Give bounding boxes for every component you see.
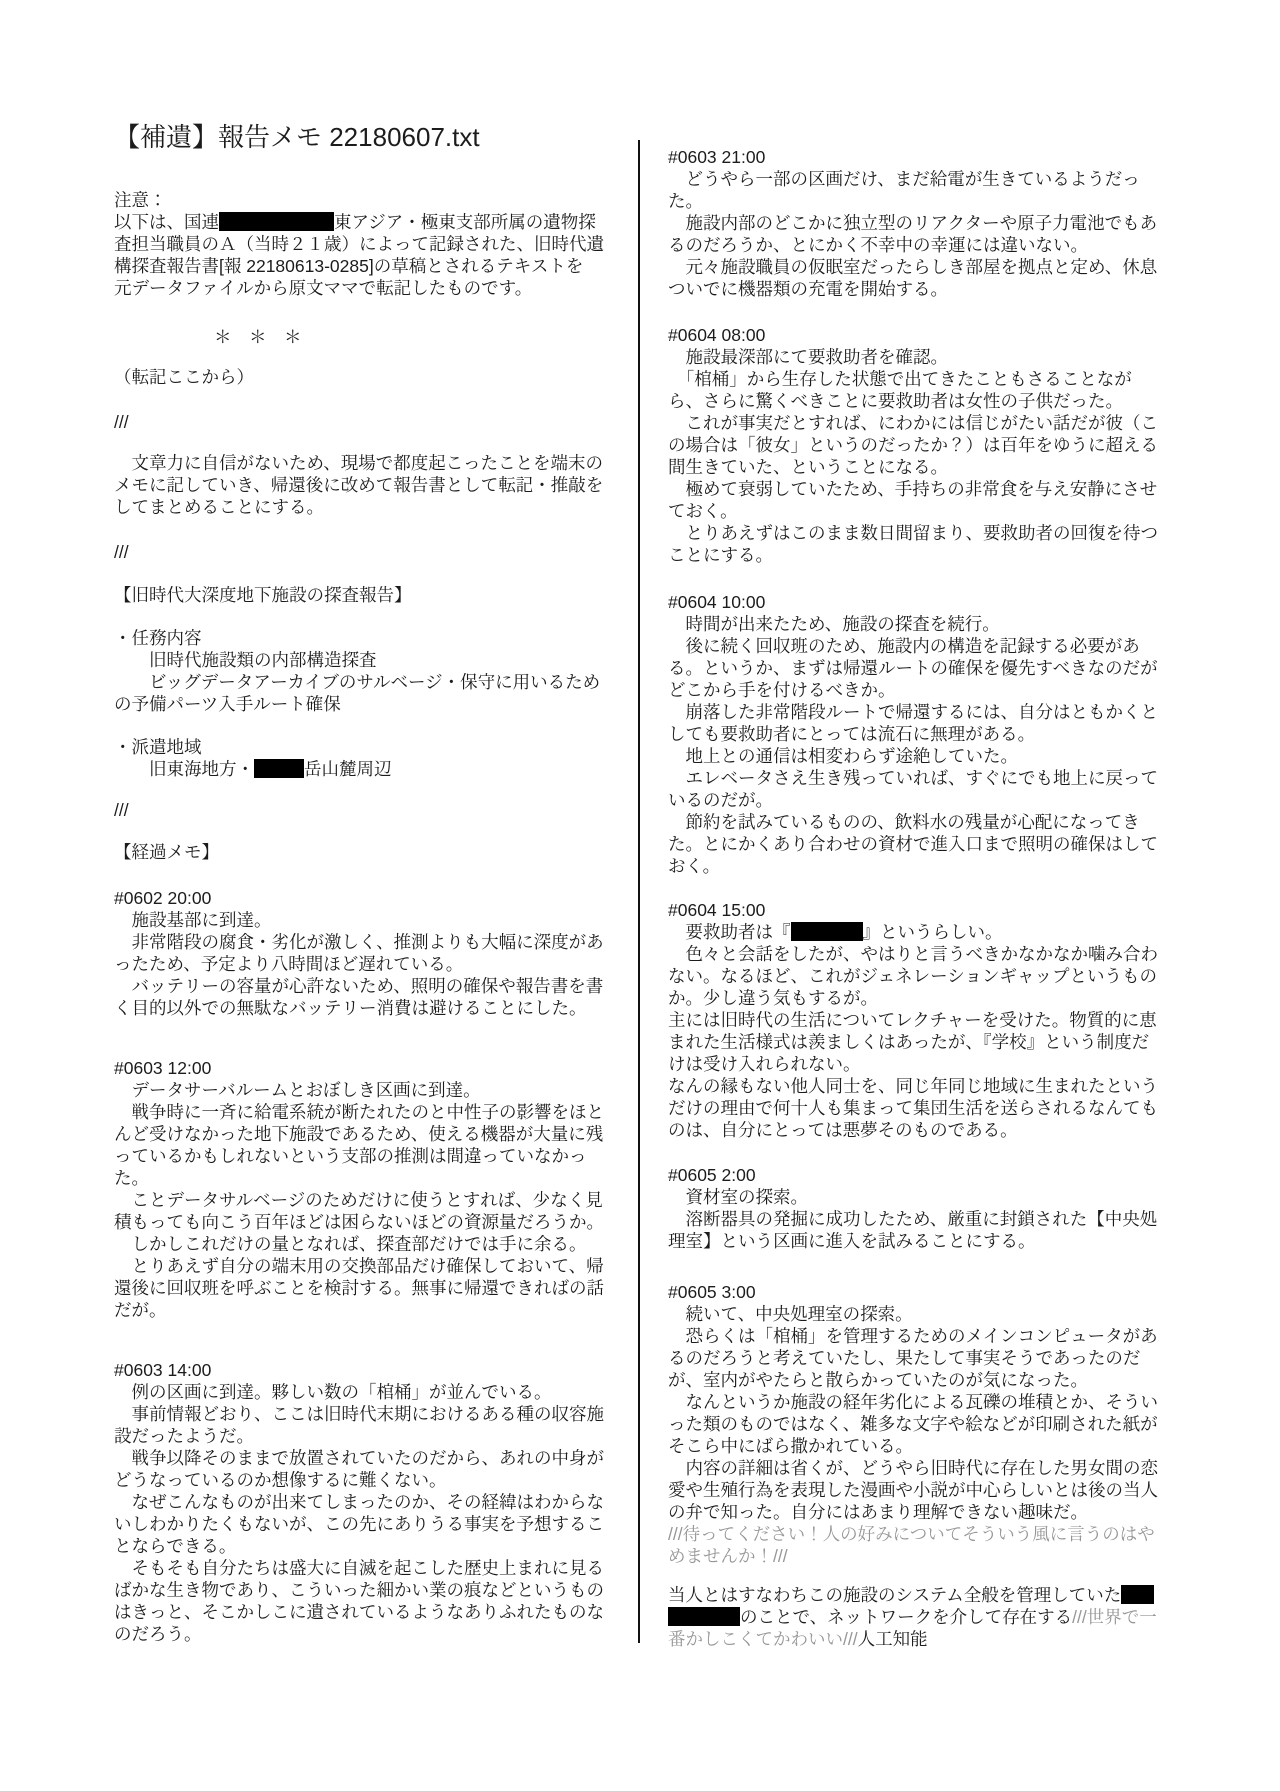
text-line [114,1189,626,1211]
text-line [114,1299,626,1321]
text-line [668,1208,1168,1230]
text-line [668,412,1168,434]
text-line [114,211,626,233]
text-line [114,1123,626,1145]
entry-0603-2100 [668,146,1168,300]
deployment-area [114,736,626,780]
text-segment: ない。なるほど、これがジェネレーションギャップというもの [668,966,1157,986]
text-line [668,1325,1168,1347]
text-line [114,233,626,255]
text-line [114,1425,626,1447]
text-line [668,1119,1168,1141]
text-line [668,278,1168,300]
text-segment: 溶断器具の発掘に成功したため、厳重に封鎖された【中央処 [668,1209,1158,1229]
text-segment: #0605 2:00 [668,1165,756,1185]
text-line [668,324,1168,346]
text-line [114,255,626,277]
text-segment: た。とにかくあり合わせの資材で進入口まで照明の確保はして [668,834,1158,854]
slash-separator [114,411,626,433]
text-segment: 極めて衰弱していたため、手持ちの非常食を与え安静にさせ [668,479,1158,499]
text-segment: 元々施設職員の仮眠室だったらしき部屋を拠点と定め、休息 [668,257,1158,277]
text-line [114,1277,626,1299]
text-segment: （転記ここから） [114,367,254,387]
entry-0604-1000 [668,591,1168,877]
text-line [668,212,1168,234]
preface [114,452,626,518]
text-line [668,943,1168,965]
text-segment: 間生きていた、ということになる。 [668,457,948,477]
stars-separator [114,326,626,348]
text-line [668,1097,1168,1119]
text-line [114,1255,626,1277]
text-segment: ことデータサルベージのためだけに使うとすれば、少なく見 [114,1190,603,1210]
text-line [114,671,626,693]
entry-0605-0300 [668,1281,1168,1567]
text-segment: 愛や生殖行為を表現した漫画や小説が中心らしいとは後の当人 [668,1480,1158,1500]
text-segment: しかしこれだけの量となれば、探査部だけでは手に余る。 [114,1234,587,1254]
slash-separator [114,799,626,821]
closing-note [668,1584,1168,1650]
text-segment: 以下は、国連 [114,212,219,232]
text-segment: 還後に回収班を呼ぶことを検討する。無事に帰還できればの話 [114,1278,604,1298]
text-segment: の弁で知った。自分にはあまり理解できない趣味だ。 [668,1502,1088,1522]
text-line [114,1145,626,1167]
text-line [114,541,626,563]
text-line [668,899,1168,921]
column-divider [638,140,640,1643]
text-line [668,679,1168,701]
text-segment: 【旧時代大深度地下施設の探査報告】 [114,585,412,605]
text-segment: なんというか施設の経年劣化による瓦礫の堆積とか、そうい [668,1392,1158,1412]
text-line [668,789,1168,811]
text-segment: 後に続く回収班のため、施設内の構造を記録する必要があ [668,636,1140,656]
text-segment: 内容の詳細は省くが、どうやら旧時代に存在した男女間の恋 [668,1458,1158,1478]
text-line [668,368,1168,390]
text-line [114,366,626,388]
text-segment: バッテリーの容量が心許ないため、照明の確保や報告書を書 [114,976,604,996]
text-line [668,1391,1168,1413]
text-line [668,833,1168,855]
text-segment: だが。 [114,1300,167,1320]
text-line [114,1167,626,1189]
text-segment: ・任務内容 [114,628,202,648]
text-line [668,1628,1168,1650]
text-segment: 主には旧時代の生活についてレクチャーを受けた。物質的に恵 [668,1010,1157,1030]
text-segment: だけの理由で何十人も集まって集団生活を送らされるなんても [668,1098,1158,1118]
text-segment: 戦争以降そのままで放置されていたのだから、あれの中身が [114,1448,604,1468]
text-line [114,474,626,496]
text-segment: エレベータさえ生き残っていれば、すぐにでも地上に戻って [668,768,1158,788]
text-segment: データサーバルームとおぼしき区画に到達。 [114,1080,481,1100]
entry-0604-0800 [668,324,1168,566]
text-line [668,635,1168,657]
entry-0605-0200 [668,1164,1168,1252]
text-segment: ・派遣地域 [114,737,202,757]
text-line [114,975,626,997]
text-segment: た。 [668,191,703,211]
text-segment: 人工知能 [857,1629,928,1649]
text-segment: /// [114,412,129,432]
text-line [668,456,1168,478]
text-segment: が、室内がやたらと散らかっていたのが気になった。 [668,1370,1088,1390]
text-segment: まれた生活様式は羨ましくはあったが、『学校』という制度だ [668,1032,1150,1052]
text-line [114,496,626,518]
entry-0603-1200 [114,1057,626,1321]
text-segment: 旧東海地方・ [114,759,254,779]
redaction-bar [668,1607,740,1626]
text-line [668,434,1168,456]
text-segment: とりあえず自分の端末用の交換部品だけ確保しておいて、帰 [114,1256,604,1276]
text-segment: 施設最深部にて要救助者を確認。 [668,347,948,367]
text-line [668,701,1168,723]
text-segment: とりあえずはこのまま数日間留まり、要救助者の回復を待つ [668,523,1158,543]
redaction-bar [254,759,304,778]
text-segment: そもそも自分たちは盛大に自滅を起こした歴史上まれに見る [114,1558,604,1578]
text-segment: か。少し違う気もするが。 [668,988,878,1008]
text-segment: #0605 3:00 [668,1282,756,1302]
text-segment: 当人とはすなわちこの施設のシステム全般を管理していた [668,1585,1122,1605]
text-segment: の場合は「彼女」というのだったか？）は百年をゆうに超える [668,435,1158,455]
gray-interjection-text: めませんか！/// [668,1546,788,1566]
text-line [668,1303,1168,1325]
text-line [668,1053,1168,1075]
text-segment: 要救助者は『 [668,922,791,942]
text-line [114,1211,626,1233]
text-segment: なぜこんなものが出来てしまったのか、その経緯はわからな [114,1492,604,1512]
text-segment: いしわかりたくもないが、この先にありうる事実を予想するこ [114,1514,604,1534]
text-segment: った類のものではなく、雑多な文字や絵などが印刷された紙が [668,1414,1158,1434]
text-line [668,390,1168,412]
text-segment: そこら中にばら撒かれている。 [668,1436,913,1456]
text-segment: ておく。 [668,501,738,521]
progress-memo-title [114,841,626,863]
text-segment: 文章力に自信がないため、現場で都度起こったことを端末の [114,453,603,473]
text-line [114,411,626,433]
text-line [668,987,1168,1009]
text-segment: #0603 21:00 [668,147,766,167]
report-title [114,584,626,606]
text-segment: どうなっているのか想像するに難くない。 [114,1470,447,1490]
text-line [668,1545,1168,1567]
text-line [114,277,626,299]
text-segment: /// [114,542,129,562]
text-segment: 【経過メモ】 [114,842,219,862]
text-segment: のことで、ネットワークを介して存在する [740,1607,1073,1627]
text-segment: どうやら一部の区画だけ、まだ給電が生きているようだっ [668,169,1140,189]
text-segment: 元データファイルから原文ママで転記したものです。 [114,278,533,298]
text-segment: けは受け入れられない。 [668,1054,861,1074]
text-line [668,855,1168,877]
entry-0604-1500 [668,899,1168,1141]
text-line [114,799,626,821]
text-line [668,1479,1168,1501]
redaction-bar [219,212,334,231]
text-line [114,887,626,909]
text-line [114,1403,626,1425]
text-line [668,1075,1168,1097]
text-line [668,544,1168,566]
redaction-bar [1121,1585,1154,1604]
text-segment: 時間が出来たため、施設の探査を続行。 [668,614,1000,634]
gray-interjection-text: 番かしこくてかわいい/// [668,1629,858,1649]
slash-separator [114,541,626,563]
text-line [114,909,626,931]
document-title: 【補遺】報告メモ 22180607.txt [114,122,480,152]
text-line [114,649,626,671]
text-segment: これが事実だとすれば、にわかには信じがたい話だが彼（こ [668,413,1158,433]
text-segment: 査担当職員のＡ（当時２１歳）によって記録された、旧時代遺 [114,234,604,254]
text-line [668,1457,1168,1479]
text-line [114,1233,626,1255]
text-segment: なんの縁もない他人同士を、同じ年同じ地域に生まれたという [668,1076,1158,1096]
text-segment: はきっと、そこかしこに遺されているようなありふれたものな [114,1602,604,1622]
text-line [668,190,1168,212]
text-line [668,478,1168,500]
right-column [668,146,1168,1650]
text-line [114,736,626,758]
text-segment: 恐らくは「棺桶」を管理するためのメインコンピュータがあ [668,1326,1158,1346]
text-segment: の予備パーツ入手ルート確保 [114,694,341,714]
text-segment: 節約を試みているものの、飲料水の残量が心配になってき [668,812,1140,832]
text-segment: 戦争時に一斉に給電系統が断たれたのと中性子の影響をほと [114,1102,604,1122]
text-line [114,1557,626,1579]
text-segment: 施設内部のどこかに独立型のリアクターや原子力電池でもあ [668,213,1158,233]
text-line [668,811,1168,833]
text-line [668,921,1168,943]
text-segment: 』というらしい。 [862,922,1003,942]
text-segment: #0603 14:00 [114,1360,212,1380]
text-line [114,1057,626,1079]
text-segment: 旧時代施設類の内部構造探査 [114,650,377,670]
text-segment: 続いて、中央処理室の探索。 [668,1304,913,1324]
text-segment: おく。 [668,856,721,876]
text-segment: 注意： [114,190,167,210]
text-line [114,1601,626,1623]
text-segment: 非常階段の腐食・劣化が激しく、推測よりも大幅に深度があ [114,932,604,952]
text-segment: た。 [114,1168,149,1188]
text-line [668,346,1168,368]
text-line [668,1009,1168,1031]
text-line [114,1469,626,1491]
transcription-start [114,366,626,388]
text-segment: とならできる。 [114,1536,237,1556]
text-line [114,953,626,975]
entry-0602-2000 [114,887,626,1019]
text-line [668,1281,1168,1303]
text-segment: っているかもしれないという支部の推測は間違っていなかっ [114,1146,587,1166]
text-line [668,767,1168,789]
text-line [114,841,626,863]
text-line [668,657,1168,679]
text-line [114,452,626,474]
text-line [114,693,626,715]
text-segment: ビッグデータアーカイブのサルベージ・保守に用いるため [114,672,601,692]
text-line [668,1584,1168,1606]
text-line [114,1079,626,1101]
text-line [668,1164,1168,1186]
text-line [114,1579,626,1601]
text-segment: 崩落した非常階段ルートで帰還するには、自分はともかくと [668,702,1158,722]
text-line [114,1535,626,1557]
text-segment: 例の区画に到達。夥しい数の「棺桶」が並んでいる。 [114,1382,552,1402]
text-segment: 資材室の探索。 [668,1187,808,1207]
text-line [668,1606,1168,1628]
text-line [114,584,626,606]
text-segment: #0604 10:00 [668,592,766,612]
text-line [114,1447,626,1469]
text-line [668,500,1168,522]
text-segment: 東アジア・極東支部所属の遺物探 [334,212,596,232]
text-line [668,1369,1168,1391]
text-line [668,723,1168,745]
text-line [668,613,1168,635]
text-line [114,1101,626,1123]
text-line [668,1523,1168,1545]
text-segment: 地上との通信は相変わらず途絶していた。 [668,746,1018,766]
text-segment: #0604 08:00 [668,325,766,345]
text-line [668,1435,1168,1457]
text-segment: ら、さらに驚くべきことに要救助者は女性の子供だった。 [668,391,1123,411]
text-segment: るのだろうか、とにかく不幸中の幸運には違いない。 [668,235,1088,255]
text-line [114,931,626,953]
text-line [114,627,626,649]
text-segment: メモに記していき、帰還後に改めて報告書として転記・推敲を [114,475,604,495]
text-line [668,965,1168,987]
gray-interjection-text: ///待ってください！人の好みについてそういう風に言うのはや [668,1524,1155,1544]
text-line [668,745,1168,767]
text-line [114,1491,626,1513]
text-line [114,1381,626,1403]
text-segment: のは、自分にとっては悪夢そのものである。 [668,1120,1018,1140]
left-column [114,189,626,1645]
text-line [114,1513,626,1535]
text-line [668,1347,1168,1369]
mission-details [114,627,626,715]
text-segment: 積もっても向こう百年ほどは困らないほどの資源量だろうか。 [114,1212,604,1232]
text-segment: 構探査報告書[報 22180613-0285]の草稿とされるテキストを [114,256,584,276]
text-line [114,1359,626,1381]
text-line [114,758,626,780]
text-segment: んど受けなかった地下施設であるため、使える機器が大量に残 [114,1124,604,1144]
text-segment: 施設基部に到達。 [114,910,272,930]
text-segment: ついでに機器類の充電を開始する。 [668,279,948,299]
text-segment: どこから手を付けるべきか。 [668,680,896,700]
text-line [668,168,1168,190]
text-line [668,1413,1168,1435]
text-segment: のだろう。 [114,1624,202,1644]
text-line [668,146,1168,168]
text-line [668,522,1168,544]
text-segment: ことにする。 [668,545,773,565]
text-line [668,591,1168,613]
text-segment: #0603 12:00 [114,1058,212,1078]
notice [114,189,626,299]
text-line [668,1501,1168,1523]
text-line [668,1031,1168,1053]
redaction-bar [791,922,863,941]
gray-interjection-text: ///世界で一 [1072,1607,1157,1627]
text-segment: 理室】という区画に進入を試みることにする。 [668,1231,1036,1251]
text-segment: 「棺桶」から生存した状態で出てきたこともさることなが [668,369,1132,389]
text-line [668,234,1168,256]
entry-0603-1400 [114,1359,626,1645]
text-segment: 色々と会話をしたが、やはりと言うべきかなかなか噛み合わ [668,944,1158,964]
text-segment: ったため、予定より八時間ほど遅れている。 [114,954,464,974]
text-segment: 事前情報どおり、ここは旧時代末期におけるある種の収容施 [114,1404,604,1424]
text-segment: るのだろうと考えていたし、果たして事実そうであったのだ [668,1348,1141,1368]
text-segment: /// [114,800,129,820]
text-segment: #0604 15:00 [668,900,766,920]
text-segment: ＊ ＊ ＊ [214,327,302,347]
text-segment: #0602 20:00 [114,888,212,908]
text-line [114,326,626,348]
text-line [668,1230,1168,1252]
text-segment: る。というか、まずは帰還ルートの確保を優先すべきなのだが [668,658,1158,678]
text-line [114,189,626,211]
text-segment: しても要救助者にとっては流石に無理がある。 [668,724,1036,744]
text-segment: く目的以外での無駄なバッテリー消費は避けることにした。 [114,998,587,1018]
text-line [668,256,1168,278]
text-segment: 岳山麓周辺 [304,759,392,779]
text-segment: してまとめることにする。 [114,497,324,517]
text-line [114,997,626,1019]
text-segment: いるのだが。 [668,790,773,810]
text-segment: 設だったようだ。 [114,1426,254,1446]
text-line [114,1623,626,1645]
text-segment: ばかな生き物であり、こういった細かい業の痕などというもの [114,1580,604,1600]
text-line [668,1186,1168,1208]
